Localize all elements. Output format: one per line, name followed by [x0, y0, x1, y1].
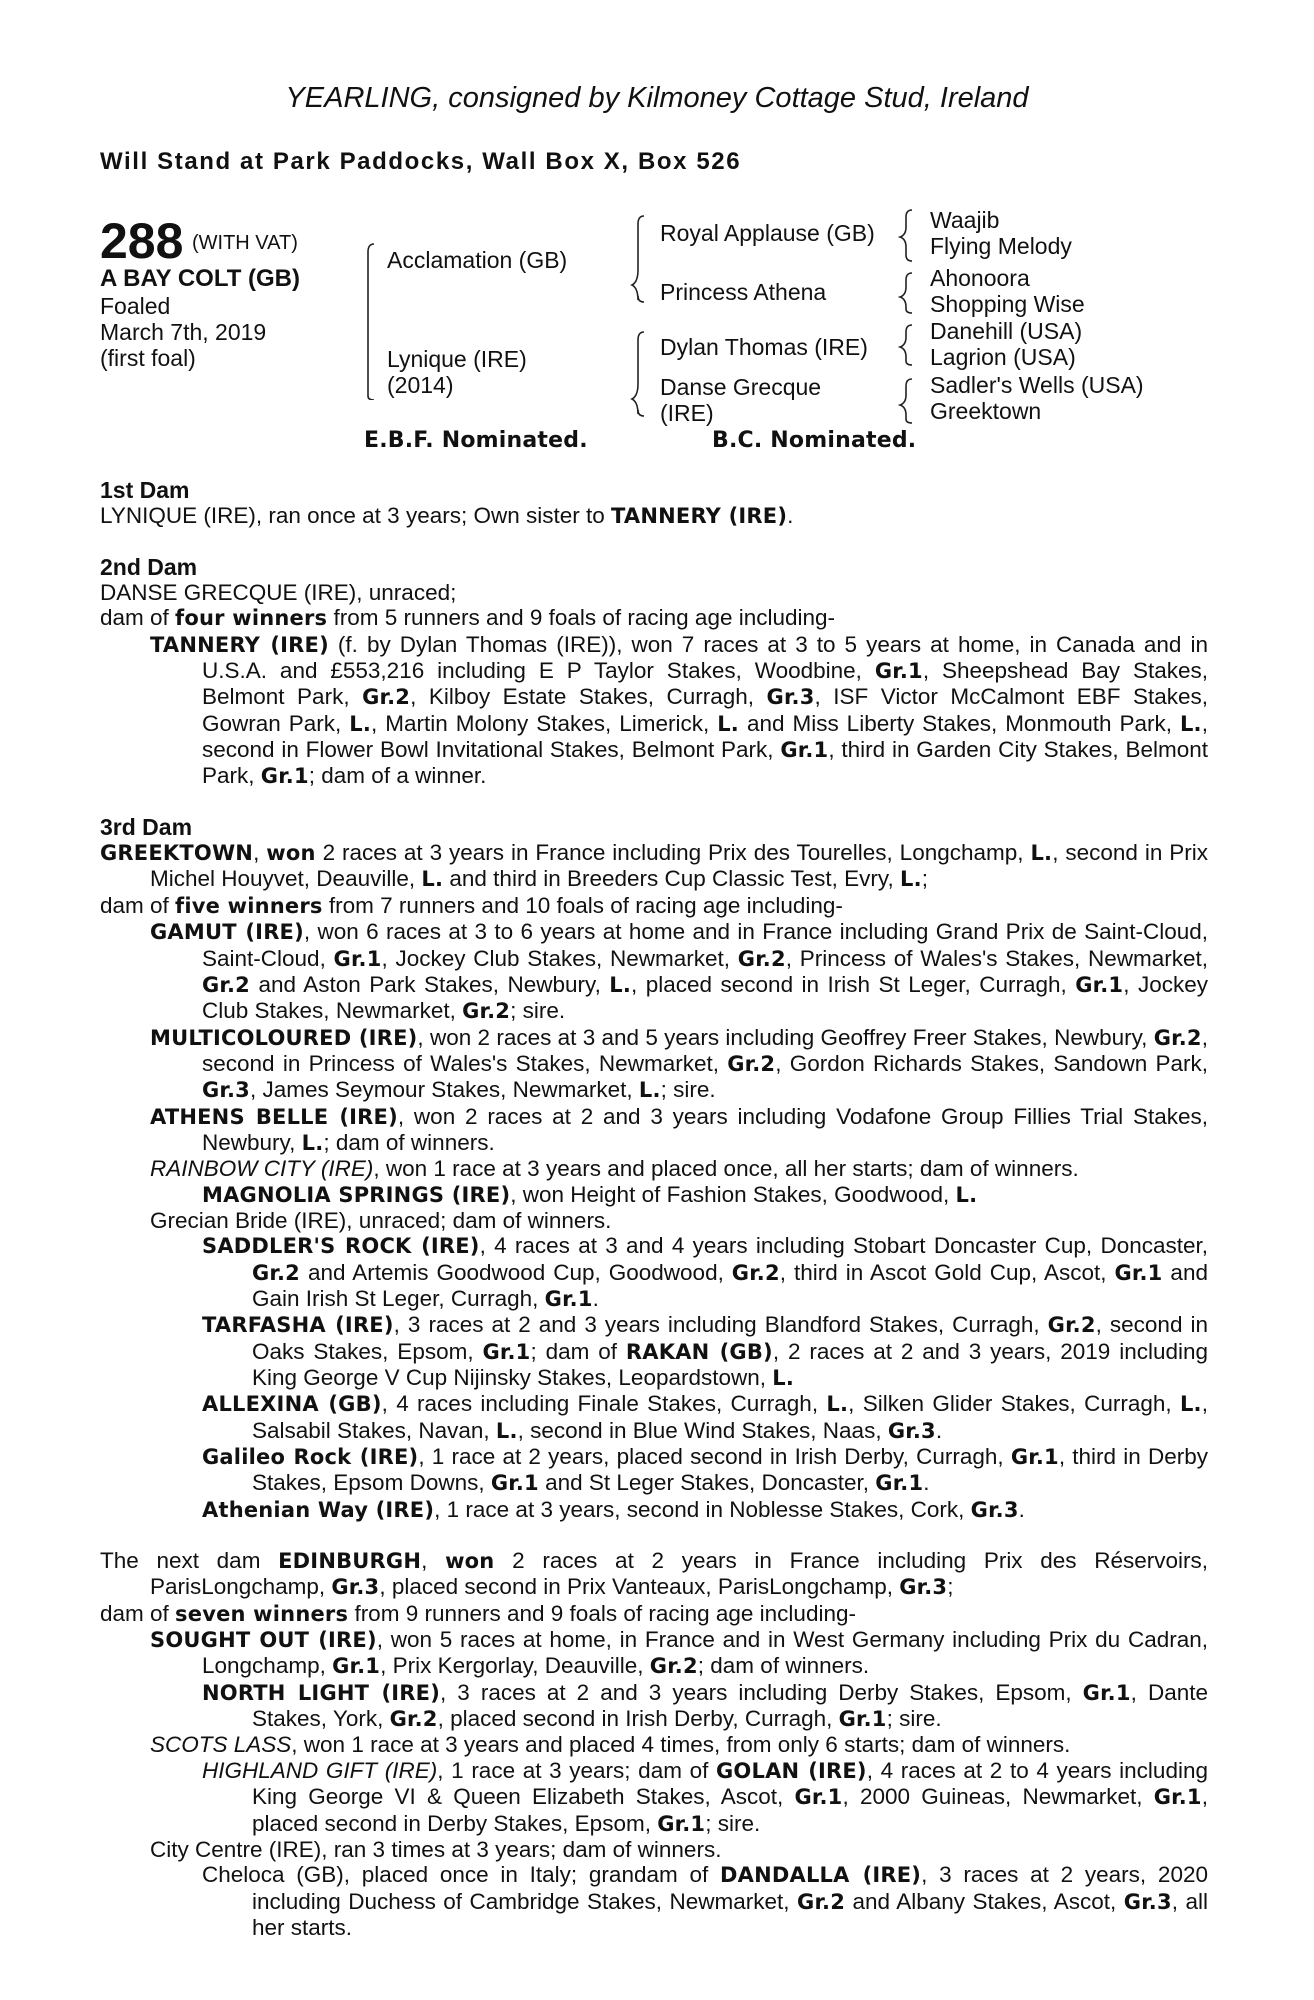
sire-sire: Royal Applause (GB) — [660, 220, 875, 246]
dsd: Lagrion (USA) — [930, 344, 1076, 370]
first-dam-title: 1st Dam — [100, 477, 190, 503]
produce-record: HIGHLAND GIFT (IRE), 1 race at 3 years; dam of GOLAN (IRE), 4 races at 2 to 4 years including King George VI & Queen Elizabeth Stakes, Ascot, Gr.1, 2000 Guineas, Newmarket, Gr.1, placed second in Derby Stakes, Epsom, Gr.1; sire. — [202, 1757, 1209, 1836]
sire: Acclamation (GB) — [387, 247, 568, 273]
produce-record: Grecian Bride (IRE), unraced; dam of winners. — [150, 1207, 612, 1233]
produce-record: SCOTS LASS, won 1 race at 3 years and placed 4 times, from only 6 starts; dam of winners. — [150, 1732, 1071, 1758]
dam-year: (2014) — [387, 372, 454, 398]
pedigree-brace-3 — [898, 205, 918, 425]
consignor-heading: YEARLING, consigned by Kilmoney Cottage Stud, Ireland — [285, 82, 1029, 114]
produce-record: Galileo Rock (IRE), 1 race at 2 years, placed second in Irish Derby, Curragh, Gr.1, third in Derby Stakes, Epsom Downs, Gr.1 and St Leger Stakes, Doncaster, Gr.1. — [202, 1444, 1208, 1496]
second-dam-line1: DANSE GRECQUE (IRE), unraced; — [100, 580, 457, 606]
stand-location: Will Stand at Park Paddocks, Wall Box X, Box 526 — [100, 148, 742, 175]
pedigree-brace-2 — [630, 210, 650, 420]
bc-nominated: B.C. Nominated. — [712, 428, 917, 453]
produce-record: GAMUT (IRE), won 6 races at 3 to 6 years at home and in France including Grand Prix de Saint-Cloud, Saint-Cloud, Gr.1, Jockey Club Stakes, Newmarket, Gr.2, Princess of Wales's Stakes, Newmarket, Gr.2 and Aston Park Stakes, Newbury, L., placed second in Irish St Leger, Curragh, Gr.1, Jockey Club Stakes, Newmarket, Gr.2; sire. — [150, 919, 1208, 1024]
produce-record: SOUGHT OUT (IRE), won 5 races at home, in France and in West Germany including Prix du Cadran, Longchamp, Gr.1, Prix Kergorlay, Deauville, Gr.2; dam of winners. — [150, 1627, 1208, 1679]
third-dam-title: 3rd Dam — [100, 813, 193, 840]
produce-record: TARFASHA (IRE), 3 races at 2 and 3 years including Blandford Stakes, Curragh, Gr.2, second in Oaks Stakes, Epsom, Gr.1; dam of RAKAN (GB), 2 races at 2 and 3 years, 2019 including King George V Cup Nijinsky Stakes, Leopardstown, L. — [202, 1312, 1209, 1390]
third-dam-record: GREEKTOWN, won 2 races at 3 years in France including Prix des Tourelles, Longchamp, L., second in Prix Michel Houyvet, Deauville, L. and third in Breeders Cup Classic Test, Evry, L.; — [100, 840, 1208, 892]
lot-number: 288 — [100, 213, 184, 269]
dss: Danehill (USA) — [930, 318, 1083, 344]
sss: Waajib — [930, 207, 1000, 233]
sdd: Shopping Wise — [930, 291, 1085, 317]
produce-record: MULTICOLOURED (IRE), won 2 races at 3 and 5 years including Geoffrey Freer Stakes, Newbury, Gr.2, second in Princess of Wales's Stakes, Newmarket, Gr.2, Gordon Richards Stakes, Sandown Park, Gr.3, James Seymour Stakes, Newmarket, L.; sire. — [150, 1024, 1208, 1103]
produce-record: RAINBOW CITY (IRE), won 1 race at 3 years and placed once, all her starts; dam of winners. — [150, 1156, 1079, 1182]
produce-record: MAGNOLIA SPRINGS (IRE), won Height of Fashion Stakes, Goodwood, L. — [202, 1181, 978, 1207]
dds: Sadler's Wells (USA) — [930, 372, 1144, 398]
produce-record: City Centre (IRE), ran 3 times at 3 years; dam of winners. — [150, 1836, 722, 1862]
next-dam-record: The next dam EDINBURGH, won 2 races at 2 years in France including Prix des Réservoirs, ParisLongchamp, Gr.3, placed second in Prix Vanteaux, ParisLongchamp, Gr.3; — [100, 1548, 1208, 1600]
dam-dam-origin: (IRE) — [660, 400, 714, 426]
vat-note: (WITH VAT) — [192, 232, 298, 254]
ssd: Flying Melody — [930, 233, 1072, 259]
dam-line-body — [100, 478, 1208, 1940]
pedigree-brace-1 — [360, 200, 380, 400]
sire-dam: Princess Athena — [660, 279, 827, 305]
ddd: Greektown — [930, 398, 1042, 424]
produce-record: ATHENS BELLE (IRE), won 2 races at 2 and 3 years including Vodafone Group Fillies Trial Stakes, Newbury, L.; dam of winners. — [150, 1103, 1208, 1155]
dam-dam: Danse Grecque — [660, 374, 822, 400]
produce-record: Cheloca (GB), placed once in Italy; grandam of DANDALLA (IRE), 3 races at 2 years, 2020 including Duchess of Cambridge Stakes, Newmarket, Gr.2 and Albany Stakes, Ascot, Gr.3, all her starts. — [202, 1862, 1209, 1940]
first-dam-text: LYNIQUE (IRE), ran once at 3 years; Own sister to TANNERY (IRE). — [100, 503, 794, 529]
second-dam-title: 2nd Dam — [100, 553, 198, 580]
lot-name: A BAY COLT (GB) — [100, 265, 301, 292]
produce-record: TANNERY (IRE) (f. by Dylan Thomas (IRE)), won 7 races at 3 to 5 years at home, in Canada and in U.S.A. and £553,216 including E P Taylor Stakes, Woodbine, Gr.1, Sheepshead Bay Stakes, Belmont Park, Gr.2, Kilboy Estate Stakes, Curragh, Gr.3, ISF Victor McCalmont EBF Stakes, Gowran Park, L., Martin Molony Stakes, Limerick, L. and Miss Liberty Stakes, Monmouth Park, L., second in Flower Bowl Invitational Stakes, Belmont Park, Gr.1, third in Garden City Stakes, Belmont Park, Gr.1; dam of a winner. — [150, 631, 1209, 789]
produce-record: NORTH LIGHT (IRE), 3 races at 2 and 3 years including Derby Stakes, Epsom, Gr.1, Dante Stakes, York, Gr.2, placed second in Irish Derby, Curragh, Gr.1; sire. — [202, 1679, 1208, 1732]
dam: Lynique (IRE) — [387, 346, 527, 372]
produce-record: ALLEXINA (GB), 4 races including Finale Stakes, Curragh, L., Silken Glider Stakes, Curragh, L., Salsabil Stakes, Navan, L., second in Blue Wind Stakes, Naas, Gr.3. — [202, 1391, 1208, 1443]
ebf-nominated: E.B.F. Nominated. — [364, 428, 588, 453]
second-dam-line2: dam of four winners from 5 runners and 9 foals of racing age including- — [100, 605, 836, 631]
third-dam-summary: dam of five winners from 7 runners and 10 foals of racing age including- — [100, 892, 843, 918]
produce-record: SADDLER'S ROCK (IRE), 4 races at 3 and 4 years including Stobart Doncaster Cup, Doncaster, Gr.2 and Artemis Goodwood Cup, Goodwood, Gr.2, third in Ascot Gold Cup, Ascot, Gr.1 and Gain Irish St Leger, Curragh, Gr.1. — [202, 1233, 1208, 1311]
first-foal-note: (first foal) — [100, 345, 196, 371]
foaled-label: Foaled — [100, 293, 171, 319]
sds: Ahonoora — [930, 265, 1030, 291]
foaled-date: March 7th, 2019 — [100, 319, 267, 345]
next-dam-summary: dam of seven winners from 9 runners and 9 foals of racing age including- — [100, 1600, 856, 1626]
produce-record: Athenian Way (IRE), 1 race at 3 years, second in Noblesse Stakes, Cork, Gr.3. — [202, 1496, 1025, 1522]
dam-sire: Dylan Thomas (IRE) — [660, 334, 868, 360]
